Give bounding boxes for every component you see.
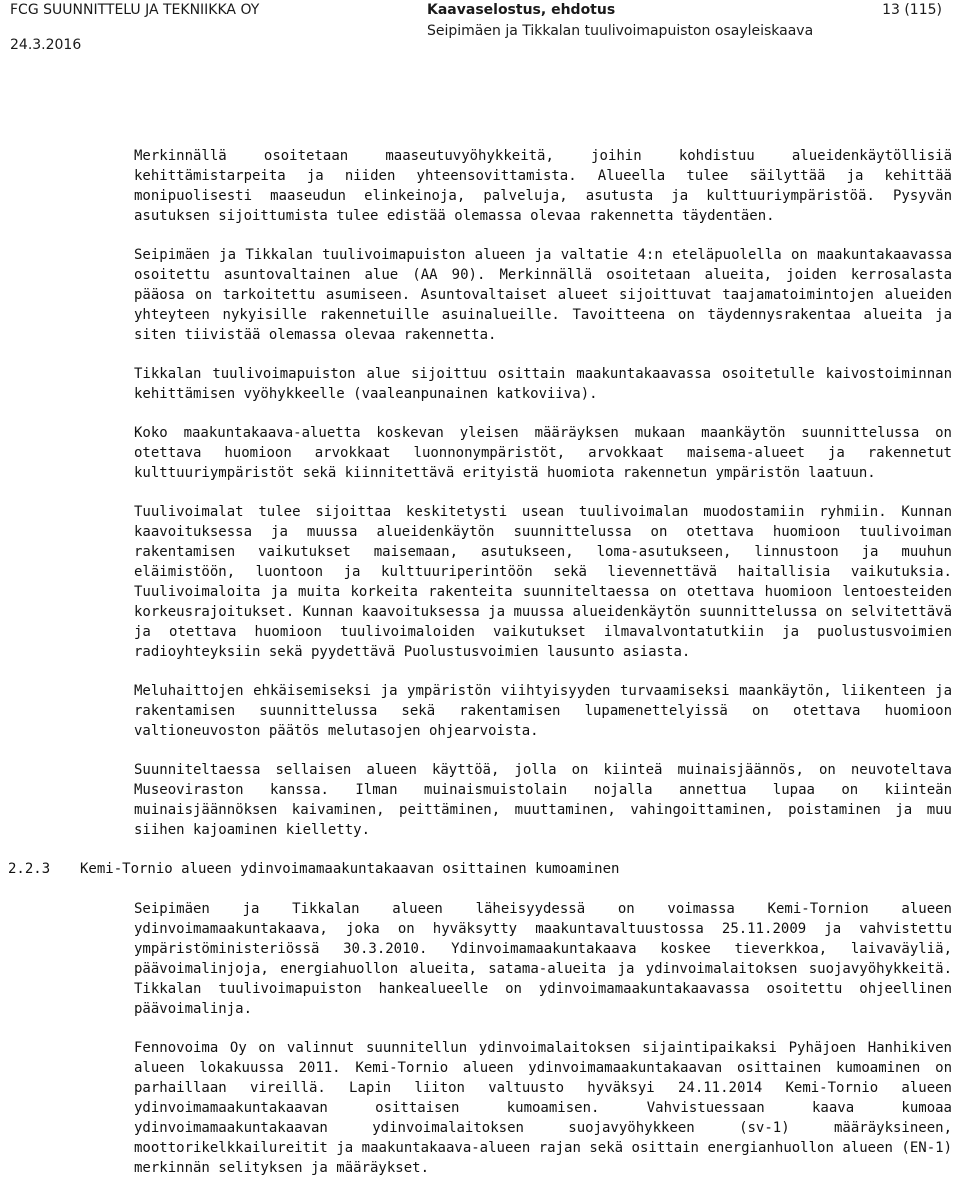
- section-paragraph: Fennovoima Oy on valinnut suunnitellun ydinvoimalaitoksen sijaintipaikaksi Pyhäjoen Hanhikiven alueen lokakuussa 2011. Kemi-Tornio alueen ydinvoimamaakuntakaavan osittainen kumoaminen on parhaillaan vireillä. Lapin liiton valtuusto hyväksyi 24.11.2014 Kemi-Tornio alueen ydinvoimamaakuntakaavan osittaisen kumoamisen. Vahvistuessaan kaava kumoaa ydinvoimamaakuntakaavan ydinvoimalaitoksen suojavyöhykkeen (sv-1) määräyksineen, moottorikelkkailureitit ja maakuntakaava-alueen rajan sekä osittain energianhuollon alueen (EN-1) merkinnän selityksen ja määräykset.: [134, 1040, 952, 1176]
- paragraph: Koko maakuntakaava-aluetta koskevan yleisen määräyksen mukaan maankäytön suunnittelussa on otettava huomioon arvokkaat luonnonympäristöt, arvokkaat maisema-alueet ja rakennetut kulttuuriympäristöt sekä kiinnitettävä erityistä huomiota rakennetun ympäristön laatuun.: [134, 425, 952, 481]
- paragraph: Meluhaittojen ehkäisemiseksi ja ympäristön viihtyisyyden turvaamiseksi maankäytön, liikenteen ja rakentamisen suunnittelussa sekä rakentamisen lupamenettelyissä on otettava huomioon valtioneuvoston päätös melutasojen ohjearvoista.: [134, 683, 952, 739]
- header-center: [427, 0, 813, 42]
- document-type: Kaavaselostus, ehdotus: [427, 2, 616, 18]
- paragraph: Tikkalan tuulivoimapuiston alue sijoittuu osittain maakuntakaavassa osoitetulle kaivostoiminnan kehittämisen vyöhykkeelle (vaaleanpunainen katkoviiva).: [134, 366, 952, 402]
- section-number: 2.2.3: [8, 861, 51, 877]
- paragraph: Merkinnällä osoitetaan maaseutuvyöhykkeitä, joihin kohdistuu alueidenkäytöllisiä kehittämistarpeita ja niiden yhteensovittamista. Alueella tulee säilyttää ja kehittää monipuolisesti maaseudun elinkeinoja, palveluja, asutusta ja kulttuuriympäristöä. Pysyvän asutuksen sijoittumista tulee edistää olemassa olevaa rakennetta täydentäen.: [134, 148, 952, 224]
- header-left: [10, 0, 259, 56]
- document-subtitle: Seipimäen ja Tikkalan tuulivoimapuiston osayleiskaava: [427, 23, 814, 39]
- section-title: Kemi-Tornio alueen ydinvoimamaakuntakaavan osittainen kumoaminen: [80, 861, 620, 877]
- paragraph: Suunniteltaessa sellaisen alueen käyttöä, jolla on kiinteä muinaisjäännös, on neuvoteltava Museoviraston kanssa. Ilman muinaismuistolain nojalla annettua lupaa on kiinteän muinaisjäännöksen kaivaminen, peittäminen, muuttaminen, vahingoittaminen, poistaminen ja muu siihen kajoaminen kielletty.: [134, 762, 952, 838]
- body-text: [8, 146, 952, 1178]
- section-paragraph: Seipimäen ja Tikkalan alueen läheisyydessä on voimassa Kemi-Tornion alueen ydinvoimamaakuntakaava, joka on hyväksytty maakuntavaltuustossa 25.11.2009 ja vahvistettu ympäristöministeriössä 30.3.2010. Ydinvoimamaakuntakaava koskee tieverkkoa, laivaväyliä, päävoimalinjoja, energiahuollon alueita, satama-alueita ja ydinvoimalaitoksen suojavyöhykkeitä. Tikkalan tuulivoimapuiston hankealueelle on ydinvoimamaakuntakaavassa osoitettu ohjeellinen päävoimalinja.: [134, 901, 952, 1017]
- section-heading: [0, 859, 952, 879]
- paragraph: Seipimäen ja Tikkalan tuulivoimapuiston alueen ja valtatie 4:n eteläpuolella on maakuntakaavassa osoitettu asuntovaltainen alue (AA 90). Merkinnällä osoitetaan alueita, joiden kerrosalasta pääosa on tarkoitettu asumiseen. Asuntovaltaiset alueet sijoittuvat taajamatoimintojen alueiden yhteyteen nykyisille rakennetuille asuinalueille. Tavoitteena on täydennysrakentaa alueita ja siten tiivistää olemassa olevaa rakennetta.: [134, 247, 952, 343]
- document-date: 24.3.2016: [10, 37, 82, 53]
- page-number: 13 (115): [882, 2, 942, 18]
- paragraph: Tuulivoimalat tulee sijoittaa keskitetysti usean tuulivoimalan muodostamiin ryhmiin. Kunnan kaavoituksessa ja muussa alueidenkäytön suunnittelussa on otettava huomioon tuulivoiman rakentamisen vaikutukset maisemaan, asutukseen, loma-asutukseen, linnustoon ja muuhun eläimistöön, luontoon ja kulttuuriperintöön sekä lievennettävä haitallisia vaikutuksia. Tuulivoimaloita ja muita korkeita rakenteita suunniteltaessa on otettava huomioon lentoesteiden korkeusrajoitukset. Kunnan kaavoituksessa ja muussa alueidenkäytön suunnittelussa on selvitettävä ja otettava huomioon tuulivoimaloiden vaikutukset ilmavalvontatutkiin ja puolustusvoimien radioyhteyksiin sekä pyydettävä Puolustusvoimien lausunto asiasta.: [134, 504, 952, 660]
- page-header: [10, 0, 950, 60]
- company-name: FCG SUUNNITTELU JA TEKNIIKKA OY: [10, 2, 260, 18]
